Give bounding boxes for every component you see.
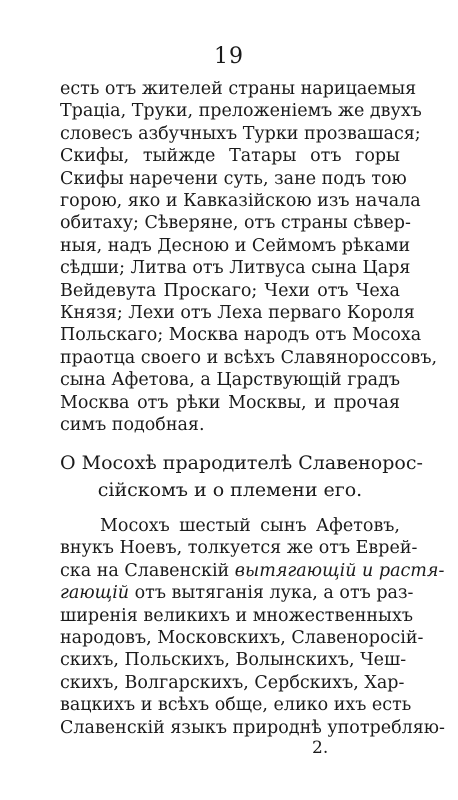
- text-line: Мосохъ шестый сынъ Афетовъ,: [100, 516, 400, 536]
- text-line: праотца своего и всѣхъ Славянороссовъ,: [60, 347, 438, 368]
- text-line: горою, яко и Кавказійскою изъ начала: [60, 191, 421, 211]
- text-run: отъ вытяганія лука, а отъ раз-: [129, 583, 414, 604]
- text-line: скихъ, Волгарскихъ, Сербскихъ, Хар-: [60, 672, 405, 693]
- text-line: вацкихъ и всѣхъ обще, елико ихъ есть: [60, 695, 412, 716]
- text-line: Славенскій языкъ природнѣ употребляю-: [60, 717, 445, 738]
- signature-mark: 2.: [312, 738, 329, 758]
- section-heading-line-1: О Мосохѣ прародителѣ Славенорос-: [60, 452, 423, 474]
- text-line: Вейдевута Проскаго; Чехи отъ Чеха: [60, 280, 400, 301]
- text-line: обитаху; Сѣверяне, отъ страны сѣвер-: [60, 213, 411, 234]
- text-line: Скифы, тыйжде Татары отъ горы: [60, 146, 400, 167]
- text-line: Траціа, Труки, преложеніемъ же двухъ: [60, 101, 422, 122]
- page-number: 19: [214, 44, 244, 69]
- text-line: есть отъ жителей страны нарицаемыя: [60, 79, 417, 99]
- text-line: ныя, надъ Десною и Сеймомъ рѣками: [60, 235, 411, 256]
- text-line: симъ подобная.: [60, 415, 205, 435]
- text-line: сѣдши; Литва отъ Литвуса сына Царя: [60, 258, 411, 279]
- italic-text-run: гающій: [60, 583, 130, 604]
- text-line: народовъ, Московскихъ, Славеноросій-: [60, 628, 424, 648]
- section-heading-line-2: сійскомъ и о племени его.: [97, 479, 363, 501]
- italic-text-run: вытягающій и растя-: [234, 560, 445, 581]
- text-line: сына Афетова, а Царствующій градъ: [60, 370, 400, 391]
- text-line: Польскаго; Москва народъ отъ Мосоха: [60, 325, 422, 346]
- text-line: Князя; Лехи отъ Леха перваго Короля: [60, 303, 415, 323]
- text-line: ширенія великихъ и множественныхъ: [60, 605, 413, 626]
- text-line: [60, 560, 445, 582]
- text-line: скихъ, Польскихъ, Волынскихъ, Чеш-: [60, 650, 407, 671]
- text-line: Скифы наречени суть, зане подъ тою: [60, 168, 407, 189]
- text-line: [60, 582, 414, 604]
- text-line: Москва отъ рѣки Москвы, и прочая: [60, 392, 400, 413]
- text-line: внукъ Ноевъ, толкуется же отъ Еврей-: [60, 538, 418, 559]
- text-run: ска на Славенскій: [60, 560, 235, 581]
- text-line: словесъ азбучныхъ Турки прозвашася;: [60, 123, 421, 144]
